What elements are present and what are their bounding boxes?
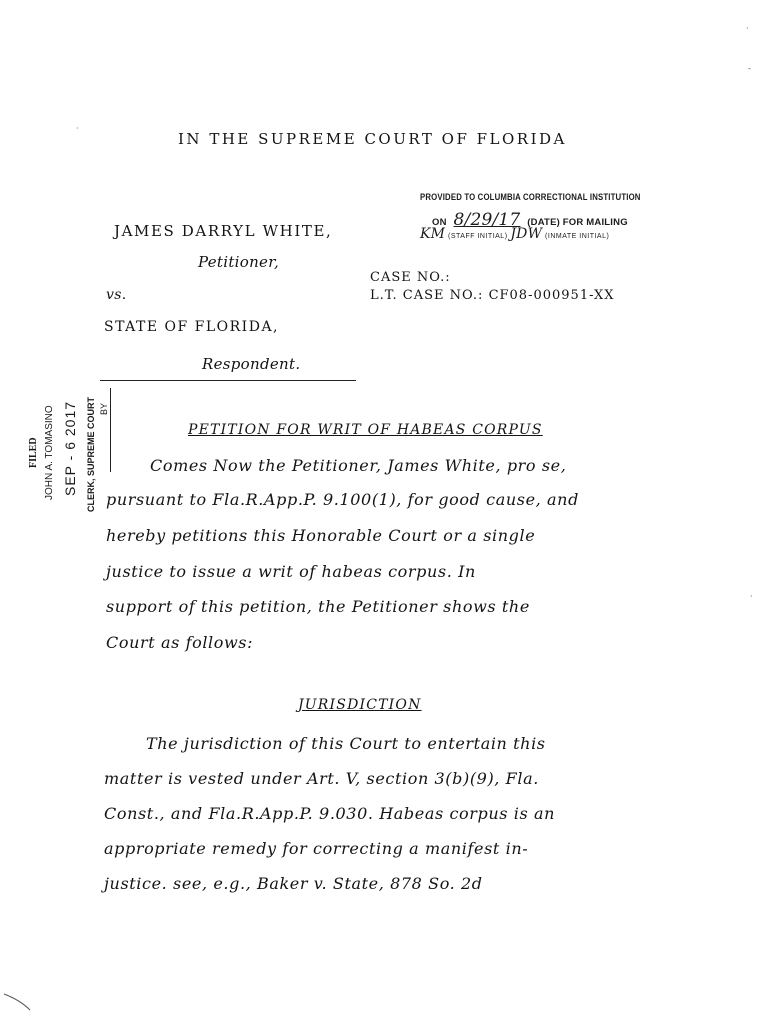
jurisdiction-line: appropriate remedy for correcting a manifest in-: [104, 839, 529, 858]
petition-line: Comes Now the Petitioner, James White, pro se,: [150, 456, 567, 475]
stamp-handwritten-date: 8/29/17: [453, 210, 521, 230]
petition-line: support of this petition, the Petitioner shows the: [106, 597, 530, 616]
jurisdiction-line: Const., and Fla.R.App.P. 9.030. Habeas corpus is an: [104, 804, 556, 823]
scan-speck: ·: [750, 592, 753, 601]
versus-label: vs.: [106, 287, 127, 303]
stamp-institution-line: PROVIDED TO COLUMBIA CORRECTIONAL INSTITUTION: [420, 192, 641, 203]
stamp-inmate-initials: JDW: [510, 226, 543, 242]
scan-edge-mark: [0, 990, 40, 1024]
caption-vertical-divider: [110, 388, 111, 472]
petition-heading: PETITION FOR WRIT OF HABEAS CORPUS: [188, 422, 543, 438]
lower-tribunal-case-number: L.T. CASE NO.: CF08-000951-XX: [370, 288, 615, 303]
scan-speck: ·: [746, 24, 749, 33]
stamp-staff-initials: KM: [420, 226, 446, 242]
jurisdiction-line: The jurisdiction of this Court to entertain this: [146, 734, 546, 753]
jurisdiction-heading: JURISDICTION: [298, 697, 422, 713]
petitioner-name: JAMES DARRYL WHITE,: [114, 222, 333, 240]
stamp-inmate-label: (INMATE INITIAL): [545, 233, 610, 240]
petitioner-role: Petitioner,: [198, 253, 280, 271]
respondent-name: STATE OF FLORIDA,: [104, 319, 280, 335]
petition-line: hereby petitions this Honorable Court or a single: [106, 526, 536, 545]
stamp-initials-line: [420, 226, 609, 242]
respondent-role: Respondent.: [202, 355, 301, 373]
petition-line: Court as follows:: [106, 633, 254, 652]
case-number: CASE NO.:: [370, 270, 451, 285]
caption-divider: [100, 380, 356, 381]
petition-line: pursuant to Fla.R.App.P. 9.100(1), for good cause, and: [106, 490, 579, 509]
stamp-on-label: ON: [432, 217, 447, 228]
court-title: IN THE SUPREME COURT OF FLORIDA: [178, 130, 567, 148]
filed-by-label: BY: [99, 402, 109, 415]
petition-line: justice to issue a writ of habeas corpus. In: [106, 562, 476, 581]
filed-stamp-label: FILED: [28, 437, 39, 468]
filed-date: SEP - 6 2017: [62, 400, 78, 496]
scan-speck: -: [748, 64, 751, 73]
jurisdiction-line: justice. see, e.g., Baker v. State, 878 So. 2d: [104, 874, 483, 893]
stamp-for-mailing-label: (DATE) FOR MAILING: [527, 217, 628, 228]
clerk-title: CLERK, SUPREME COURT: [86, 396, 96, 512]
scan-speck: ·: [76, 124, 79, 133]
clerk-name: JOHN A. TOMASINO: [44, 405, 55, 500]
jurisdiction-line: matter is vested under Art. V, section 3(b)(9), Fla.: [104, 769, 539, 788]
stamp-staff-label: (STAFF INITIAL): [448, 233, 508, 240]
